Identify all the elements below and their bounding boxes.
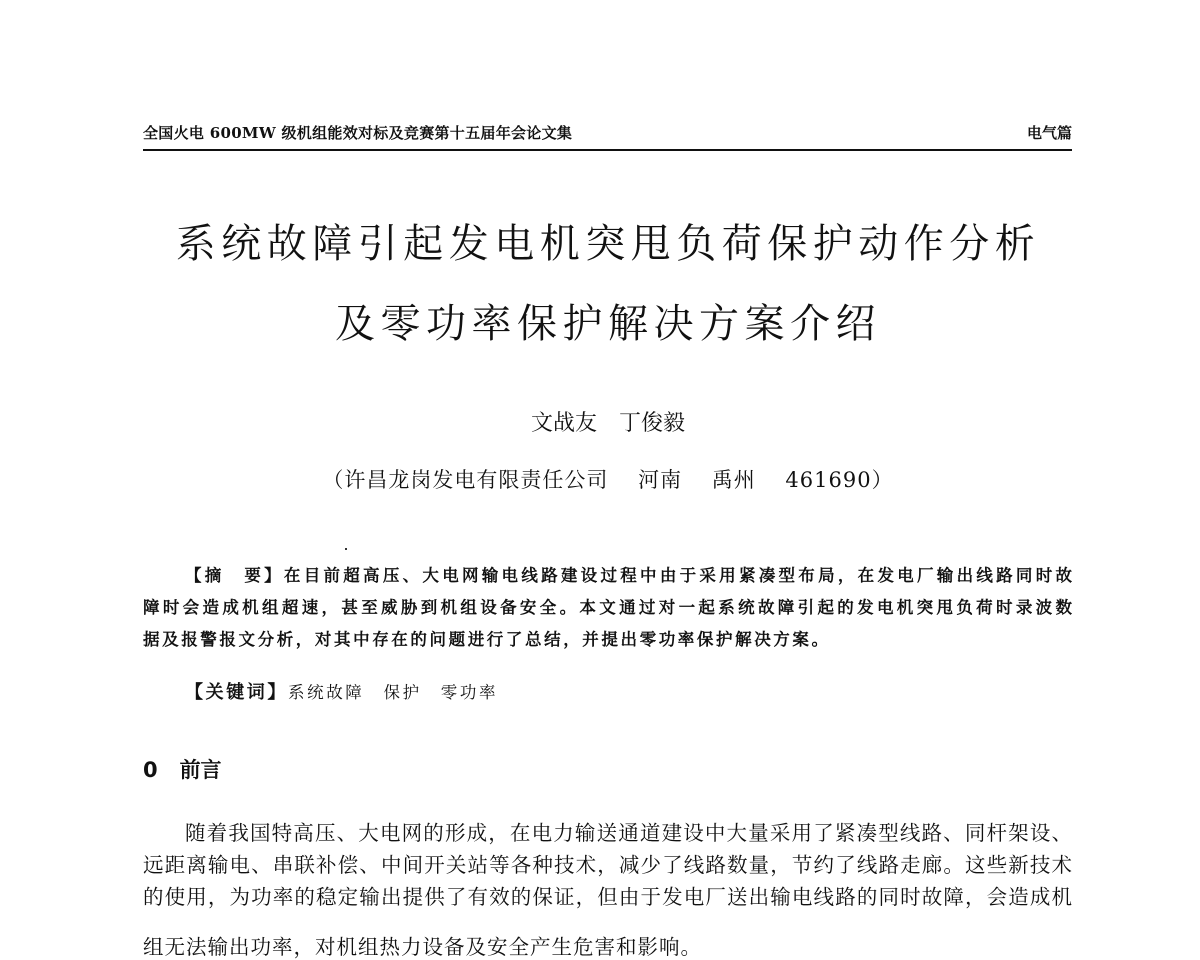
running-header-section: 电气篇 xyxy=(1026,124,1072,142)
header-rule xyxy=(143,149,1072,151)
abstract-text: 在目前超高压、大电网输电线路建设过程中由于采用紧凑型布局，在发电厂输出线路同时故 xyxy=(283,566,1073,585)
abstract-line-3: 据及报警报文分析，对其中存在的问题进行了总结，并提出零功率保护解决方案。 xyxy=(143,630,831,649)
section-title: 前言 xyxy=(179,758,222,782)
title-line-2: 及零功率保护解决方案介绍 xyxy=(335,301,881,347)
keywords xyxy=(185,678,498,704)
keywords-label: 【关键词】 xyxy=(185,682,288,703)
affiliation: （许昌龙岗发电有限责任公司 河南 禹州 461690） xyxy=(322,468,894,492)
section-number: 0 xyxy=(143,758,158,782)
body-line-4: 组无法输出功率，对机组热力设备及安全产生危害和影响。 xyxy=(143,935,702,959)
abstract-line-1 xyxy=(185,562,1072,586)
body-line-2: 远距离输电、串联补偿、中间开关站等各种技术，减少了线路数量，节约了线路走廊。这些新技术 xyxy=(143,853,1072,877)
keywords-value: 系统故障 保护 零功率 xyxy=(288,683,499,702)
abstract-line-2: 障时会造成机组超速，甚至威胁到机组设备安全。本文通过对一起系统故障引起的发电机突甩负荷时录波数 xyxy=(143,598,1072,617)
body-line-3: 的使用，为功率的稳定输出提供了有效的保证，但由于发电厂送出输电线路的同时故障，会造成机 xyxy=(143,885,1072,909)
authors: 文战友 丁俊毅 xyxy=(530,411,685,436)
body-line-1: 随着我国特高压、大电网的形成，在电力输送通道建设中大量采用了紧凑型线路、同杆架设、 xyxy=(185,821,1072,845)
abstract-label: 【摘 要】 xyxy=(185,566,284,585)
running-header-journal: 全国火电 600MW 级机组能效对标及竞赛第十五届年会论文集 xyxy=(143,124,573,142)
title-line-1: 系统故障引起发电机突甩负荷保护动作分析 xyxy=(175,221,1041,267)
speck xyxy=(345,548,347,550)
section-heading xyxy=(143,754,222,784)
